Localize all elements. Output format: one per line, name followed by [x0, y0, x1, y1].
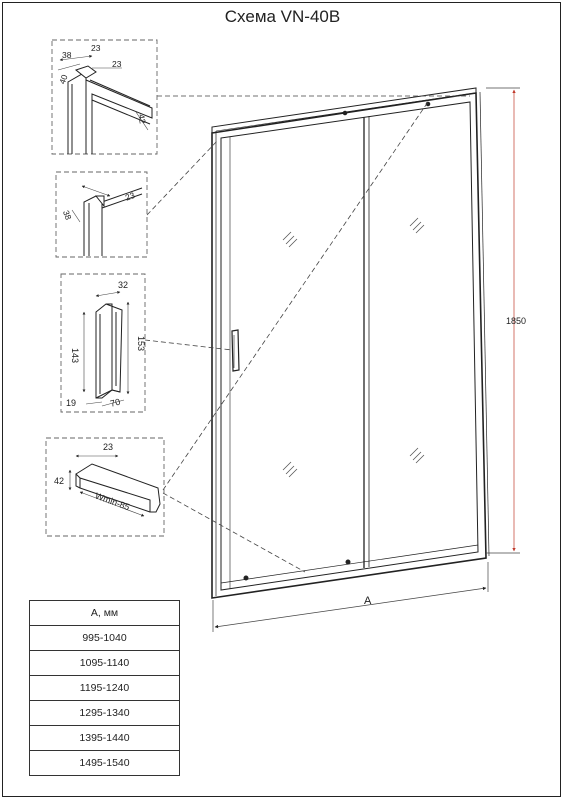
handle-dim-143: 143 [70, 348, 80, 364]
handle-dim-153: 153 [136, 336, 146, 352]
size-table-row: 1495-1540 [30, 751, 180, 776]
handle-dim-19: 19 [66, 398, 77, 408]
glass-reflection-marks [283, 218, 424, 477]
side-profile-dim-23: 23 [123, 190, 137, 203]
top-profile-dim-23-side: 23 [112, 59, 122, 69]
top-profile-dim-23-top: 23 [91, 43, 101, 53]
detail-leader-lines [145, 96, 470, 572]
detail-bottom-profile [46, 438, 164, 536]
detail-side-profile [56, 172, 147, 257]
size-table [29, 600, 180, 776]
size-table-row: 1295-1340 [30, 701, 180, 726]
size-table-row: 995-1040 [30, 626, 180, 651]
detail-top-profile [52, 40, 157, 154]
width-dimension-label: A [364, 595, 372, 607]
top-profile-dim-42: 42 [136, 113, 148, 125]
detail-handle [61, 274, 146, 412]
height-dimension-label: 1850 [506, 316, 527, 326]
bottom-profile-wmin-label: Wmin-85 [93, 490, 132, 513]
side-profile-dim-38: 38 [60, 208, 74, 222]
top-profile-dim-40: 40 [56, 73, 70, 86]
bottom-profile-dim-42: 42 [54, 476, 65, 486]
shower-enclosure [212, 88, 489, 598]
top-profile-dim-38: 38 [62, 50, 72, 60]
handle-dim-32: 32 [118, 280, 129, 290]
width-dimension [213, 562, 488, 632]
size-table-row: 1095-1140 [30, 651, 180, 676]
size-table-row: 1195-1240 [30, 676, 180, 701]
size-table-row: 1395-1440 [30, 726, 180, 751]
size-table-header: A, мм [30, 601, 180, 626]
handle-dim-70: 70 [109, 396, 122, 409]
page-title: Схема VN-40B [224, 7, 341, 26]
bottom-profile-dim-23: 23 [103, 442, 114, 452]
